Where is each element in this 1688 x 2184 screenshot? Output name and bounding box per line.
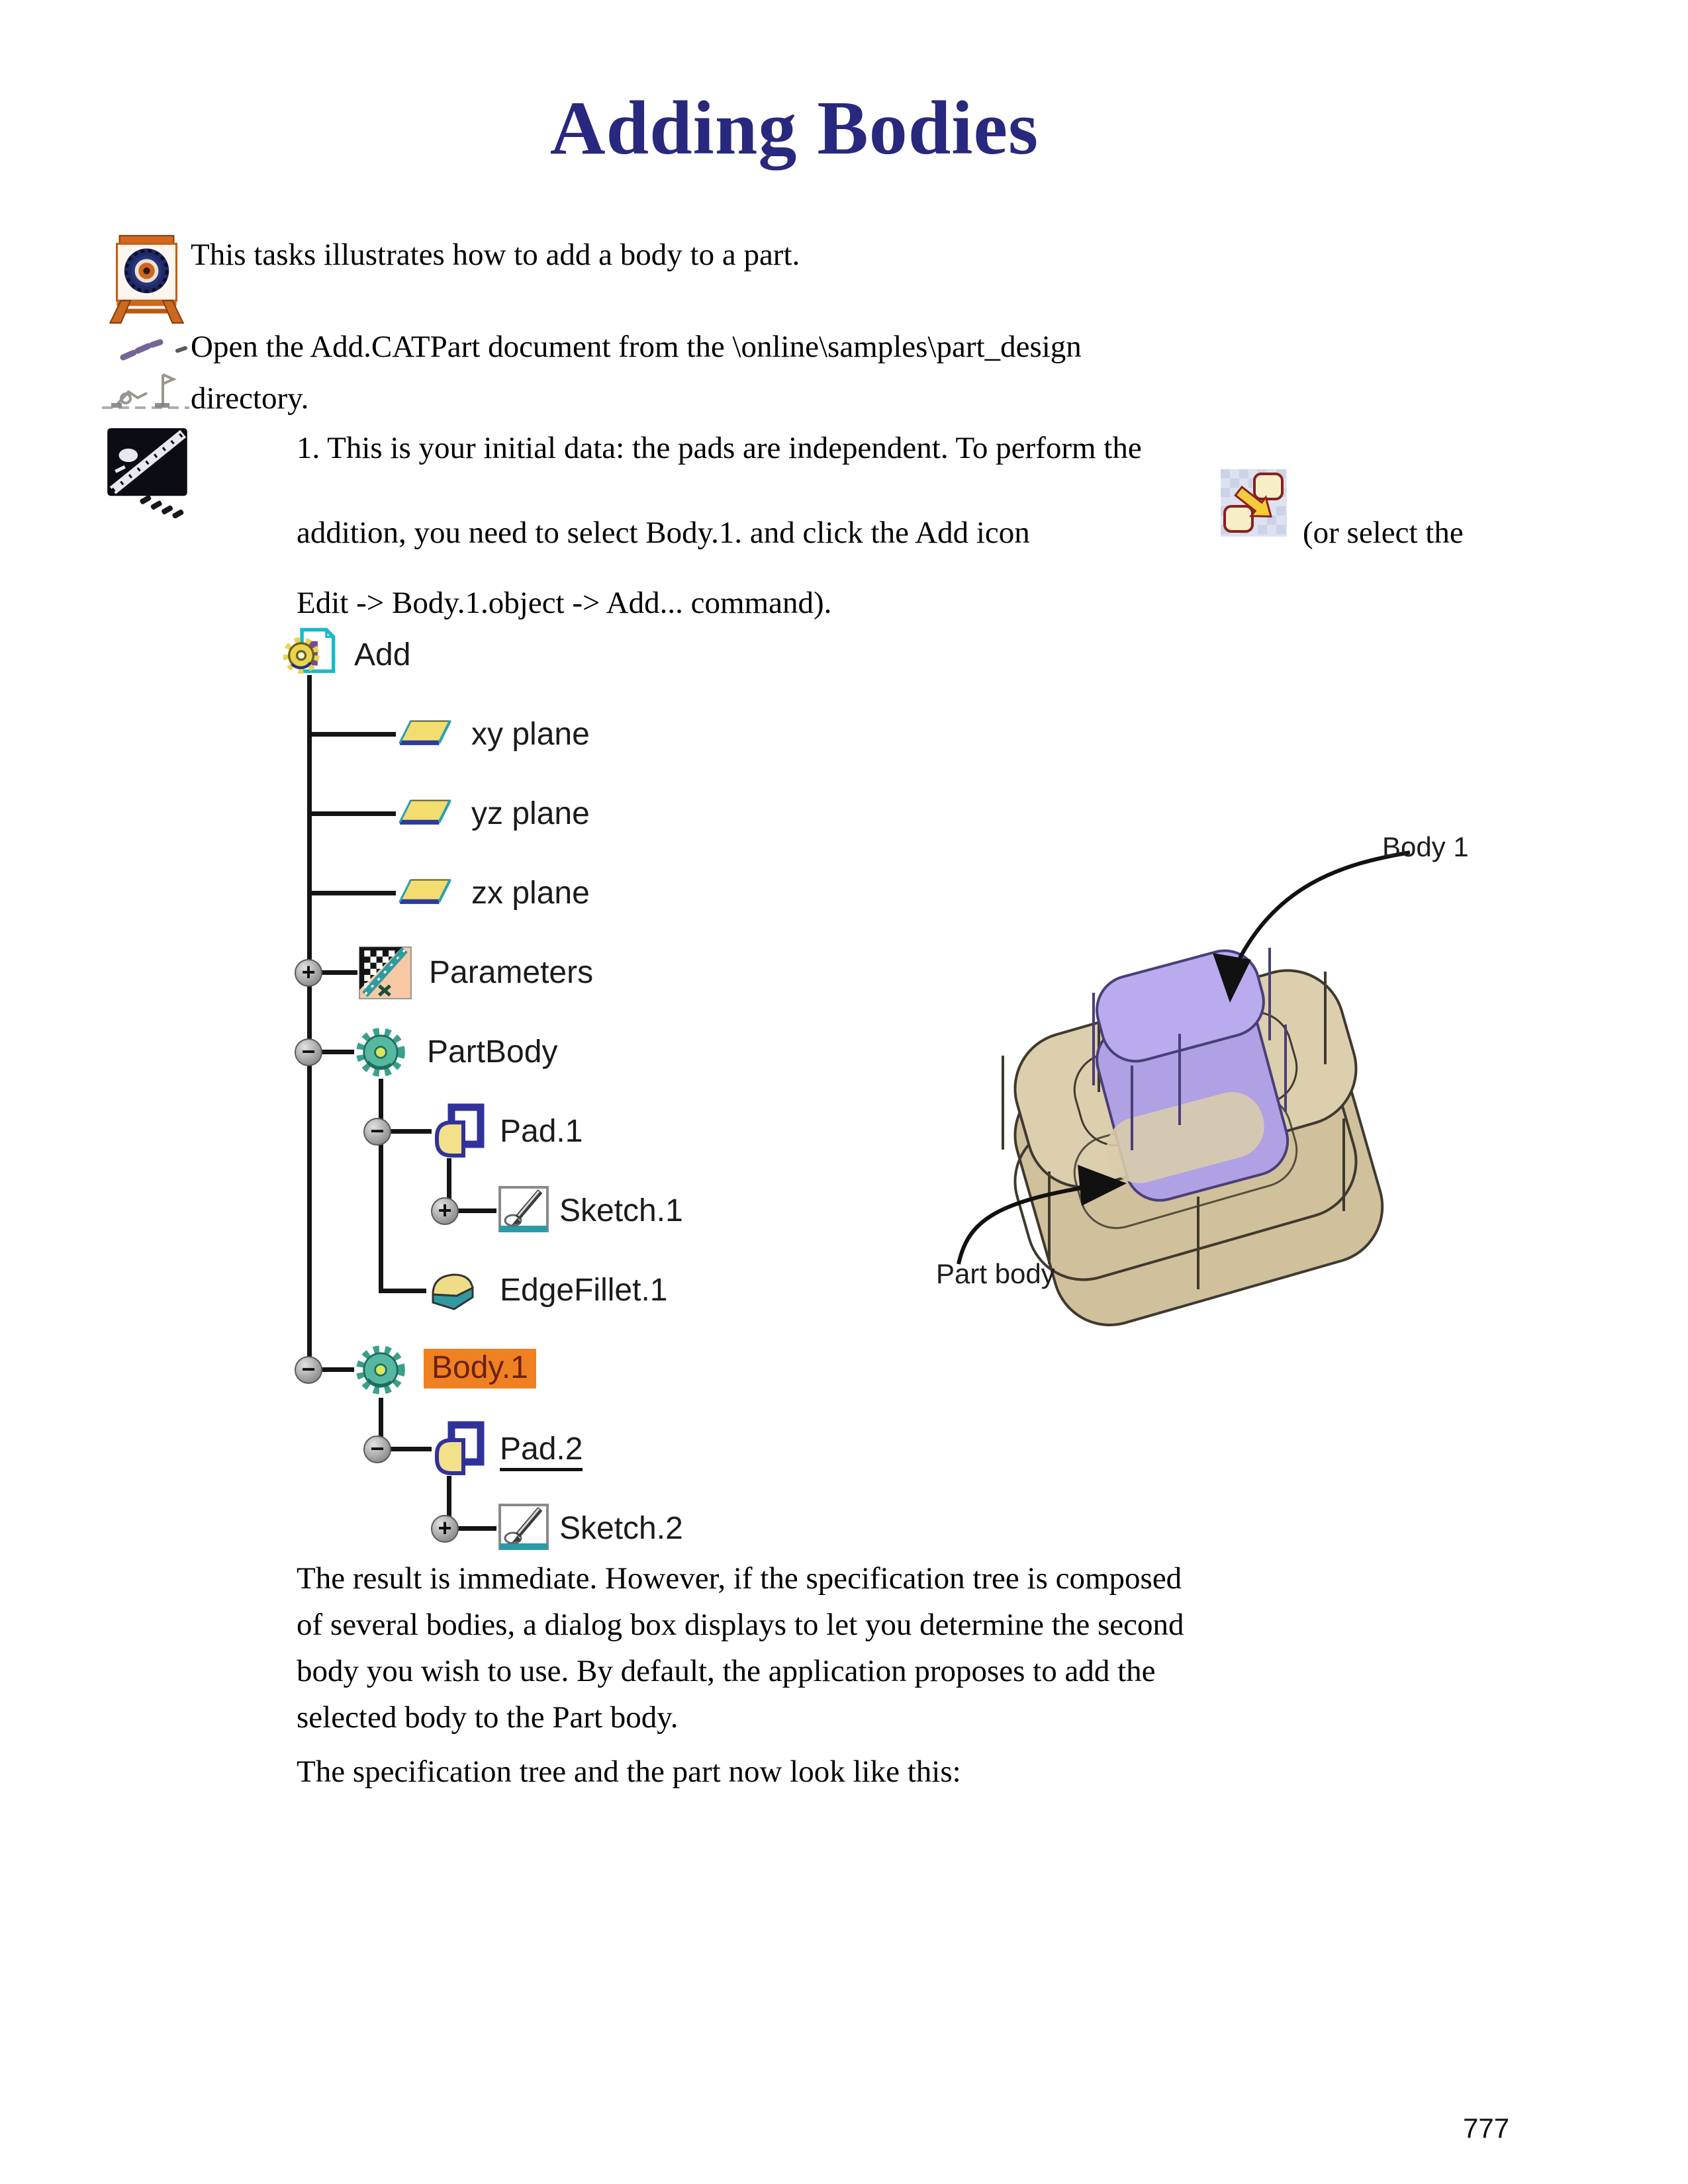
tree-branch-line	[309, 811, 396, 816]
tree-item-sketch1: Sketch.1	[559, 1193, 683, 1228]
tree-branch-line	[321, 1367, 354, 1372]
part-document-icon	[283, 625, 336, 678]
result-paragraph-line4: selected body to the Part body.	[297, 1700, 679, 1735]
tree-item-zx-plane: zx plane	[471, 876, 590, 911]
tree-branch-line	[390, 1447, 432, 1451]
expand-knob-parameters: +	[295, 959, 322, 987]
tree-item-body1-selected: Body.1	[424, 1349, 536, 1388]
collapse-knob-partbody: −	[295, 1038, 322, 1066]
tree-item-xy-plane: xy plane	[471, 717, 590, 752]
result-paragraph-line3: body you wish to use. By default, the application proposes to add the	[297, 1654, 1156, 1688]
tree-branch-line	[321, 1050, 354, 1054]
collapse-knob-pad1: −	[363, 1118, 391, 1146]
pad-icon	[432, 1103, 485, 1160]
figure-label-body1: Body 1	[1382, 831, 1469, 862]
collapse-knob-body1: −	[295, 1356, 322, 1384]
tree-branch-line	[309, 891, 396, 895]
tree-branch-line	[390, 1129, 432, 1134]
tree-item-parameters: Parameters	[429, 955, 594, 990]
tree-branch-line	[321, 970, 357, 975]
step1-line2a: addition, you need to select Body.1. and click the Add icon	[297, 516, 1030, 550]
tree-branch-line	[457, 1526, 496, 1531]
result-paragraph-line1: The result is immediate. However, if the specification tree is composed	[297, 1561, 1182, 1596]
step1-line1: 1. This is your initial data: the pads are independent. To perform the	[297, 431, 1142, 465]
sketch-icon	[496, 1501, 551, 1557]
sketch-icon	[496, 1183, 551, 1239]
tree-item-partbody: PartBody	[427, 1034, 558, 1069]
tree-item-sketch2: Sketch.2	[559, 1511, 683, 1546]
part-figure	[880, 801, 1556, 1337]
collapse-knob-pad2: −	[363, 1435, 391, 1463]
figure-label-part-body: Part body	[936, 1258, 1055, 1289]
body-gear-icon	[353, 1342, 408, 1398]
tree-branch-line	[457, 1208, 496, 1213]
parameters-icon	[357, 945, 413, 1001]
open-text-line2: directory.	[191, 381, 309, 416]
part-3d-view	[880, 801, 1556, 1337]
tree-branch-line	[379, 1289, 426, 1293]
look-like-line: The specification tree and the part now look like this:	[297, 1754, 961, 1789]
step1-line3: Edit -> Body.1.object -> Add... command).	[297, 586, 832, 620]
tree-item-pad2: Pad.2	[500, 1432, 583, 1471]
tree-item-yz-plane: yz plane	[471, 796, 590, 831]
step1-line2b: (or select the	[1303, 516, 1464, 550]
plane-icon	[396, 796, 454, 832]
plane-icon	[396, 717, 454, 752]
result-paragraph-line2: of several bodies, a dialog box displays to let you determine the second	[297, 1608, 1184, 1642]
expand-knob-sketch2: +	[431, 1515, 459, 1543]
tree-item-pad1: Pad.1	[500, 1114, 583, 1149]
edge-fillet-icon	[426, 1265, 482, 1316]
tree-trunk-line	[307, 675, 312, 1370]
body-gear-icon	[353, 1024, 408, 1080]
tree-branch-line	[379, 1079, 383, 1293]
pad-icon	[432, 1420, 485, 1477]
expand-knob-sketch1: +	[431, 1197, 459, 1225]
tree-item-edgefillet1: EdgeFillet.1	[500, 1273, 668, 1308]
plane-icon	[396, 876, 454, 911]
tree-item-add: Add	[354, 637, 411, 672]
open-text-line1: Open the Add.CATPart document from the \online\samples\part_design	[191, 330, 1082, 364]
task-text: This tasks illustrates how to add a body to a part.	[191, 238, 800, 272]
page-number: 777	[1463, 2113, 1510, 2144]
tree-branch-line	[309, 732, 396, 737]
page-title: Adding Bodies	[549, 86, 1039, 171]
